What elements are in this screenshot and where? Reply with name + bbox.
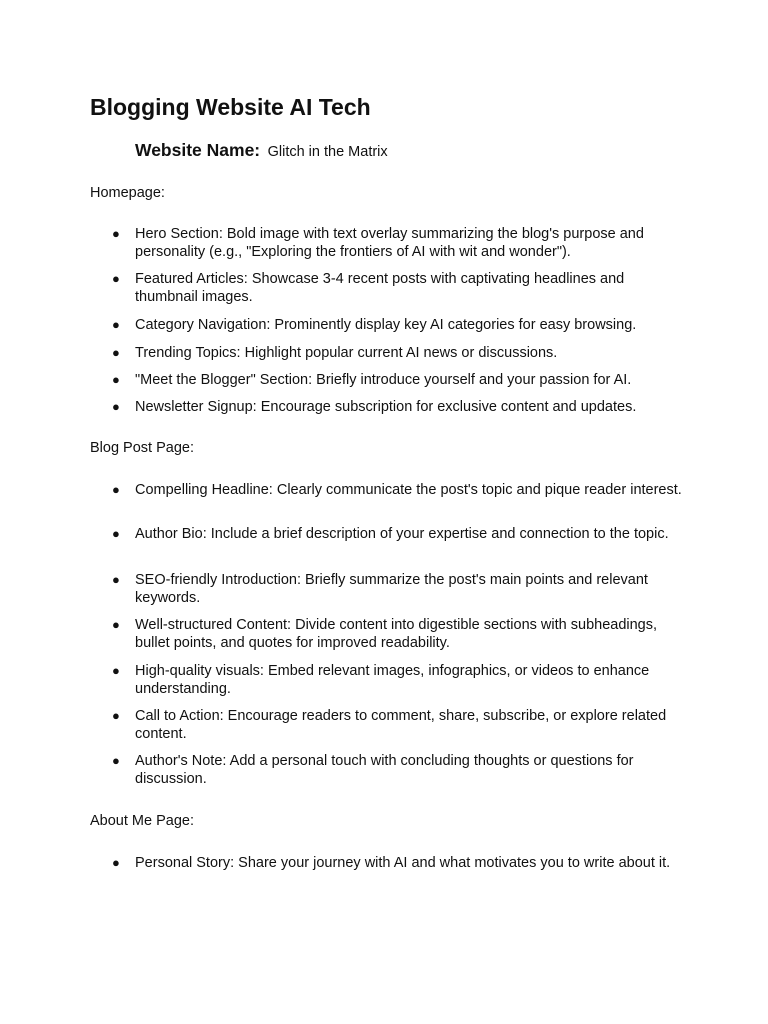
- section-blog-post-page: [90, 439, 690, 787]
- list-item-text: Author Bio: Include a brief description of your expertise and connection to the topic.: [135, 526, 669, 542]
- section-heading: Blog Post Page:: [90, 440, 194, 456]
- list-item-text: Call to Action: Encourage readers to comment, share, subscribe, or explore related content.: [135, 708, 667, 742]
- list-item-text: Hero Section: Bold image with text overlay summarizing the blog's purpose and personality (e.g., "Exploring the frontiers of AI with wit and wonder").: [135, 226, 644, 260]
- list-item: [112, 616, 685, 652]
- list-item-text: High-quality visuals: Embed relevant images, infographics, or videos to enhance understanding.: [135, 663, 650, 697]
- bullet-icon: ●: [112, 617, 120, 632]
- list-item-text: Well-structured Content: Divide content into digestible sections with subheadings, bullet points, and quotes for improved readability.: [135, 617, 658, 651]
- list-item-text: Category Navigation: Prominently display key AI categories for easy browsing.: [135, 317, 637, 333]
- list-item-text: SEO-friendly Introduction: Briefly summarize the post's main points and relevant keywords.: [135, 572, 648, 606]
- bullet-icon: ●: [112, 482, 120, 497]
- list-item: [112, 225, 685, 261]
- list-item: [112, 571, 685, 607]
- list-item: [112, 270, 685, 306]
- list-item-text: Featured Articles: Showcase 3-4 recent posts with captivating headlines and thumbnail images.: [135, 271, 625, 305]
- list-item-text: Personal Story: Share your journey with AI and what motivates you to write about it.: [135, 855, 671, 871]
- section-homepage: [90, 184, 690, 415]
- bullet-icon: ●: [112, 372, 120, 387]
- bullet-icon: ●: [112, 345, 120, 360]
- list-item: [112, 481, 685, 499]
- document-title: Blogging Website AI Tech: [90, 94, 371, 120]
- list-item: [112, 525, 685, 543]
- list-item: [112, 854, 685, 872]
- website-name-label: Website Name:: [135, 140, 261, 160]
- list-item: [112, 707, 685, 743]
- list-item-text: Trending Topics: Highlight popular current AI news or discussions.: [135, 345, 558, 361]
- list-item-text: Author's Note: Add a personal touch with concluding thoughts or questions for discussion.: [135, 753, 634, 787]
- bullet-icon: ●: [112, 317, 120, 332]
- bullet-icon: ●: [112, 526, 120, 541]
- bullet-icon: ●: [112, 271, 120, 286]
- website-name-value: Glitch in the Matrix: [267, 144, 388, 160]
- bullet-icon: ●: [112, 708, 120, 723]
- list-item: [112, 752, 685, 788]
- bullet-icon: ●: [112, 226, 120, 241]
- section-about-me-page: [90, 812, 690, 871]
- bullet-icon: ●: [112, 572, 120, 587]
- list-item: [112, 344, 685, 362]
- list-item: [112, 662, 685, 698]
- bullet-icon: ●: [112, 855, 120, 870]
- bullet-icon: ●: [112, 663, 120, 678]
- section-heading: About Me Page:: [90, 813, 194, 829]
- list-item-text: Newsletter Signup: Encourage subscription for exclusive content and updates.: [135, 399, 637, 415]
- list-item-text: Compelling Headline: Clearly communicate the post's topic and pique reader interest.: [135, 482, 682, 498]
- section-heading: Homepage:: [90, 185, 165, 201]
- list-item: [112, 371, 685, 389]
- website-name-line: [135, 139, 388, 163]
- list-item-text: "Meet the Blogger" Section: Briefly introduce yourself and your passion for AI.: [135, 372, 632, 388]
- list-item: [112, 316, 685, 334]
- bullet-icon: ●: [112, 399, 120, 414]
- list-item: [112, 398, 685, 416]
- bullet-icon: ●: [112, 753, 120, 768]
